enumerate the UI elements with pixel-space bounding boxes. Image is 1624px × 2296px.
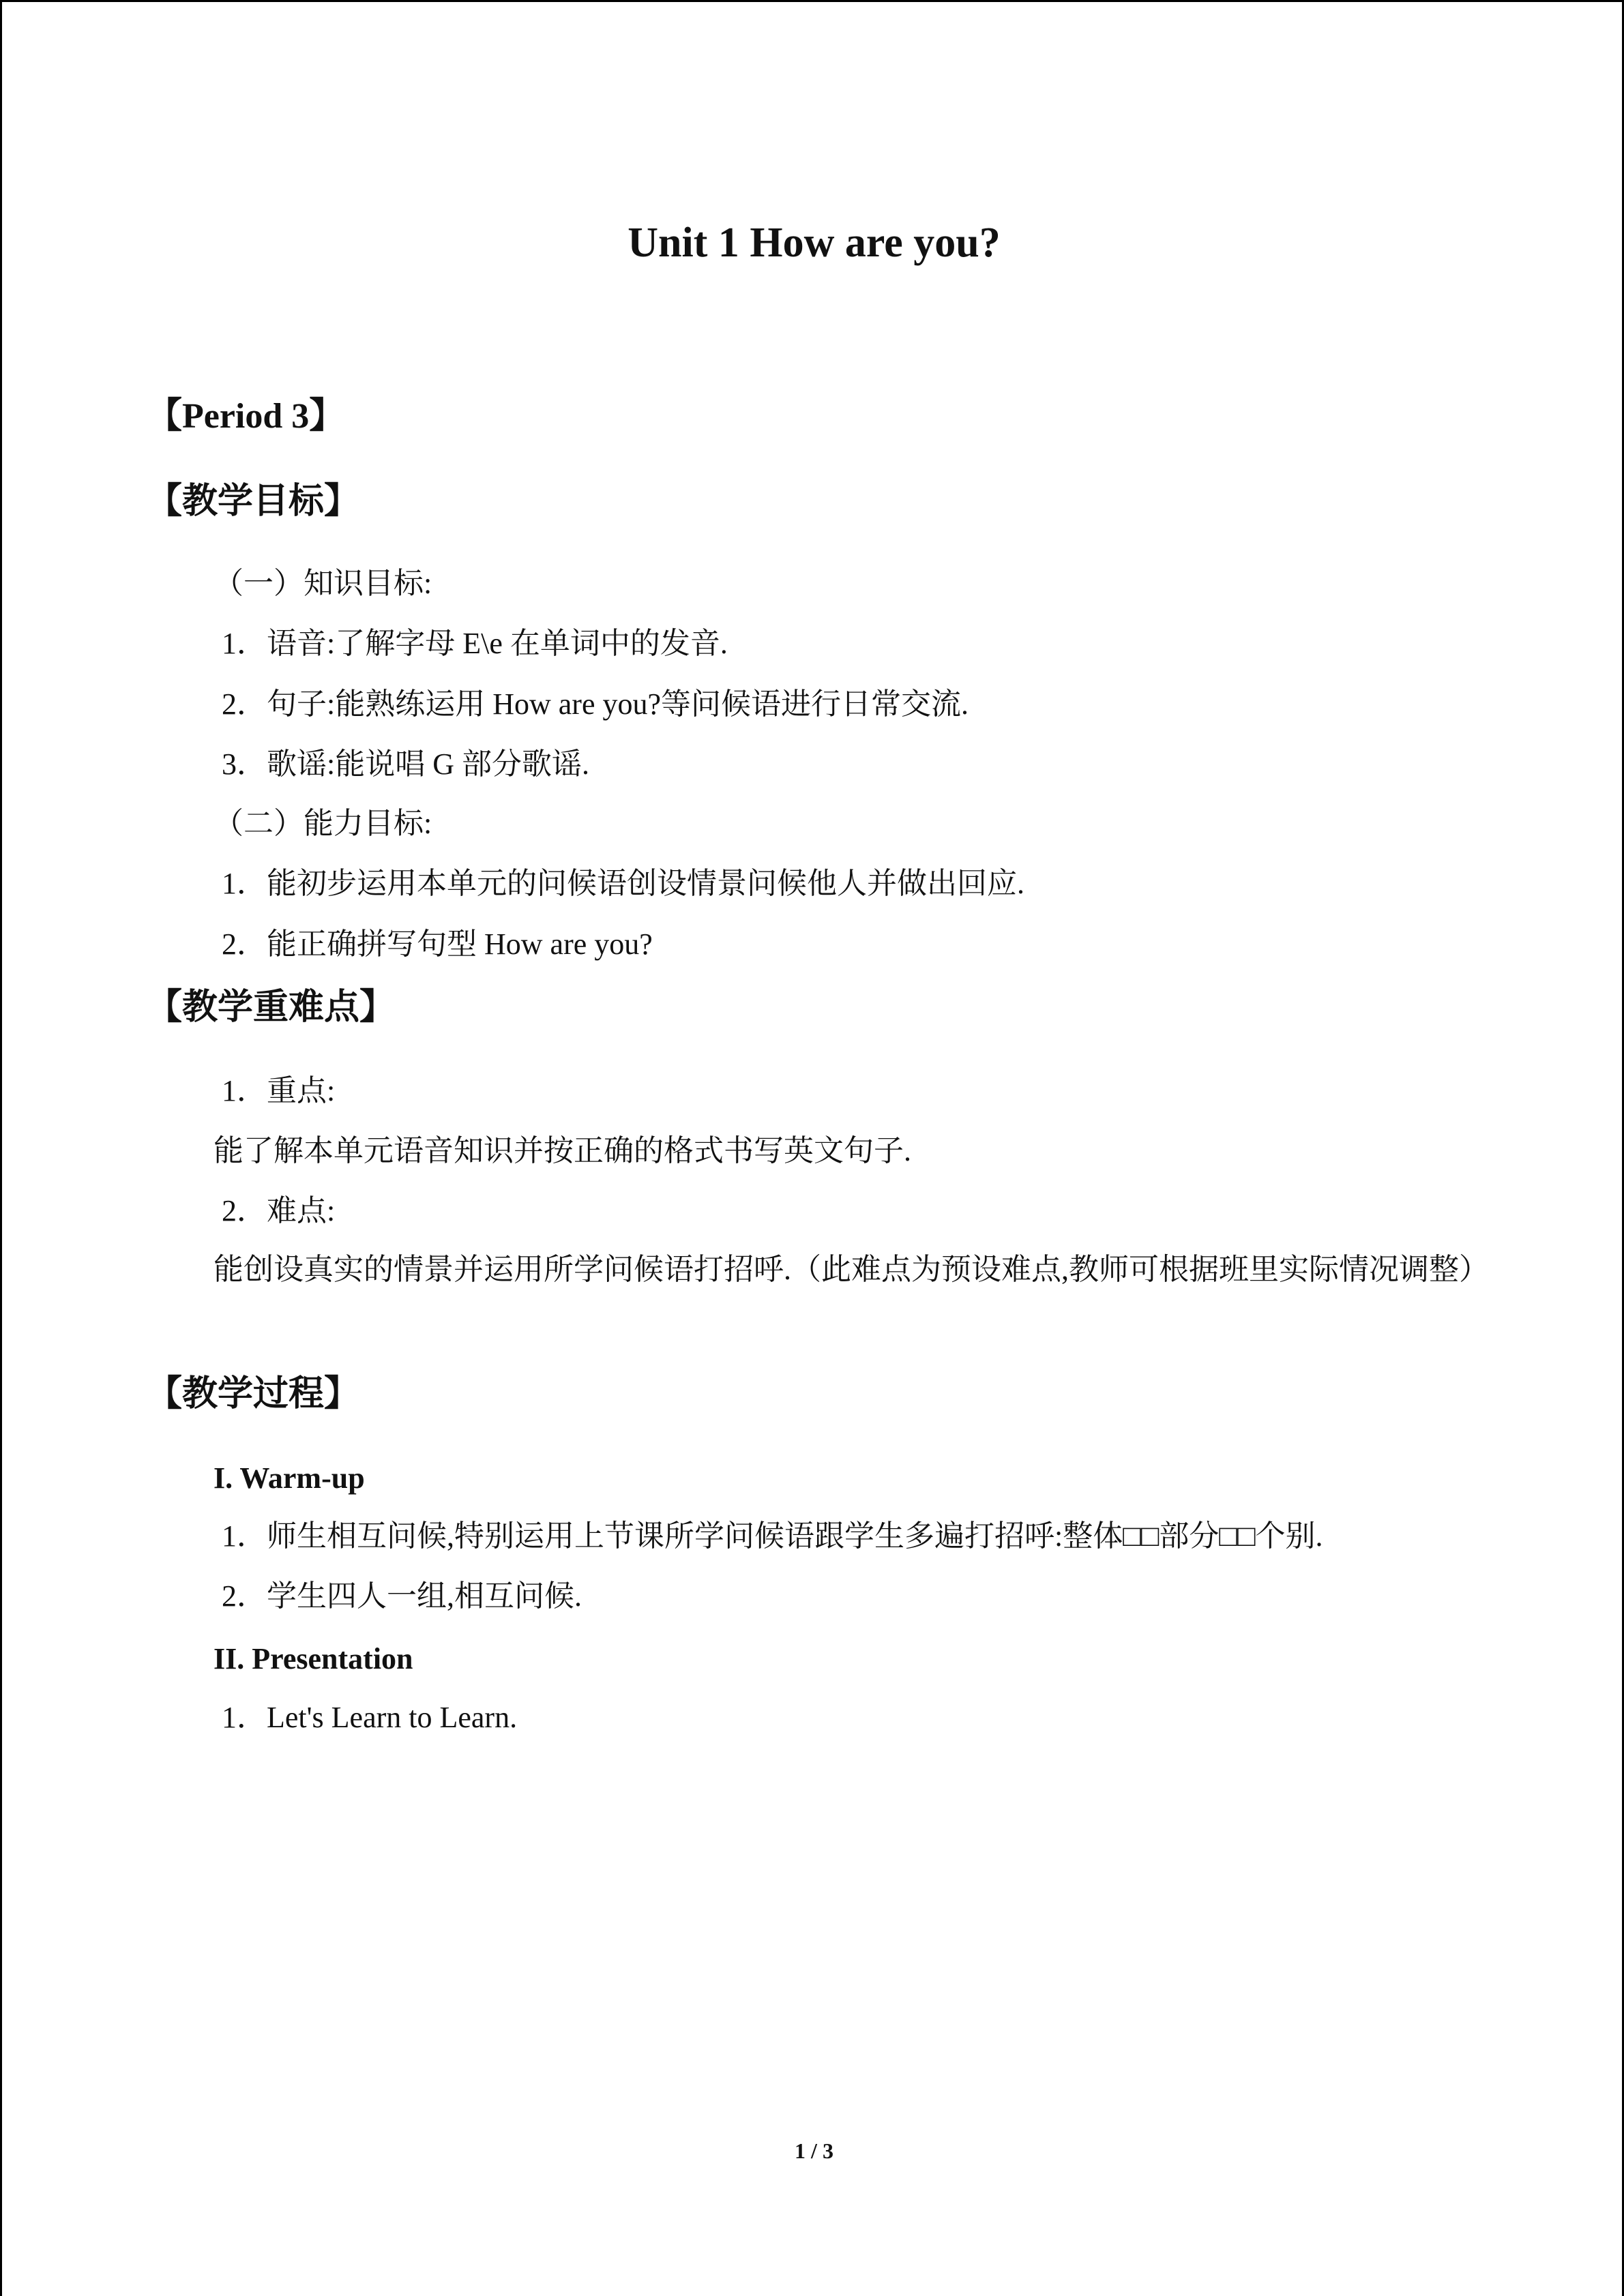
period-heading: 【Period 3】 <box>147 397 345 436</box>
presentation-item-1: 1．Let's Learn to Learn. <box>222 1701 518 1734</box>
ability-item-2: 2．能正确拼写句型 How are you? <box>222 927 653 961</box>
warmup-item-1: 1．师生相互问候,特别运用上节课所学问候语跟学生多遍打招呼:整体□□部分□□个别. <box>222 1519 1323 1553</box>
key-points-heading: 【教学重难点】 <box>147 988 396 1027</box>
knowledge-item-2: 2．句子:能熟练运用 How are you?等问候语进行日常交流. <box>222 687 969 721</box>
page-number: 1 / 3 <box>795 2138 833 2163</box>
focus-text: 能了解本单元语音知识并按正确的格式书写英文句子. <box>213 1134 911 1167</box>
process-heading: 【教学过程】 <box>147 1375 360 1414</box>
knowledge-objectives-heading: （一）知识目标: <box>213 567 432 600</box>
ability-item-1: 1．能初步运用本单元的问候语创设情景问候他人并做出回应. <box>222 867 1024 900</box>
difficulty-label: 2．难点: <box>222 1194 336 1227</box>
focus-label: 1．重点: <box>222 1074 336 1107</box>
objectives-heading: 【教学目标】 <box>147 482 360 521</box>
presentation-heading: II. Presentation <box>213 1642 413 1675</box>
warmup-heading: I. Warm-up <box>213 1461 365 1495</box>
knowledge-item-1: 1．语音:了解字母 E\e 在单词中的发音. <box>222 627 728 660</box>
ability-objectives-heading: （二）能力目标: <box>213 807 432 840</box>
knowledge-item-3: 3．歌谣:能说唱 G 部分歌谣. <box>222 747 589 781</box>
document-title: Unit 1 How are you? <box>628 220 1001 266</box>
warmup-item-2: 2．学生四人一组,相互问候. <box>222 1579 582 1613</box>
difficulty-text: 能创设真实的情景并运用所学问候语打招呼.（此难点为预设难点,教师可根据班里实际情况调整） <box>213 1253 1489 1286</box>
